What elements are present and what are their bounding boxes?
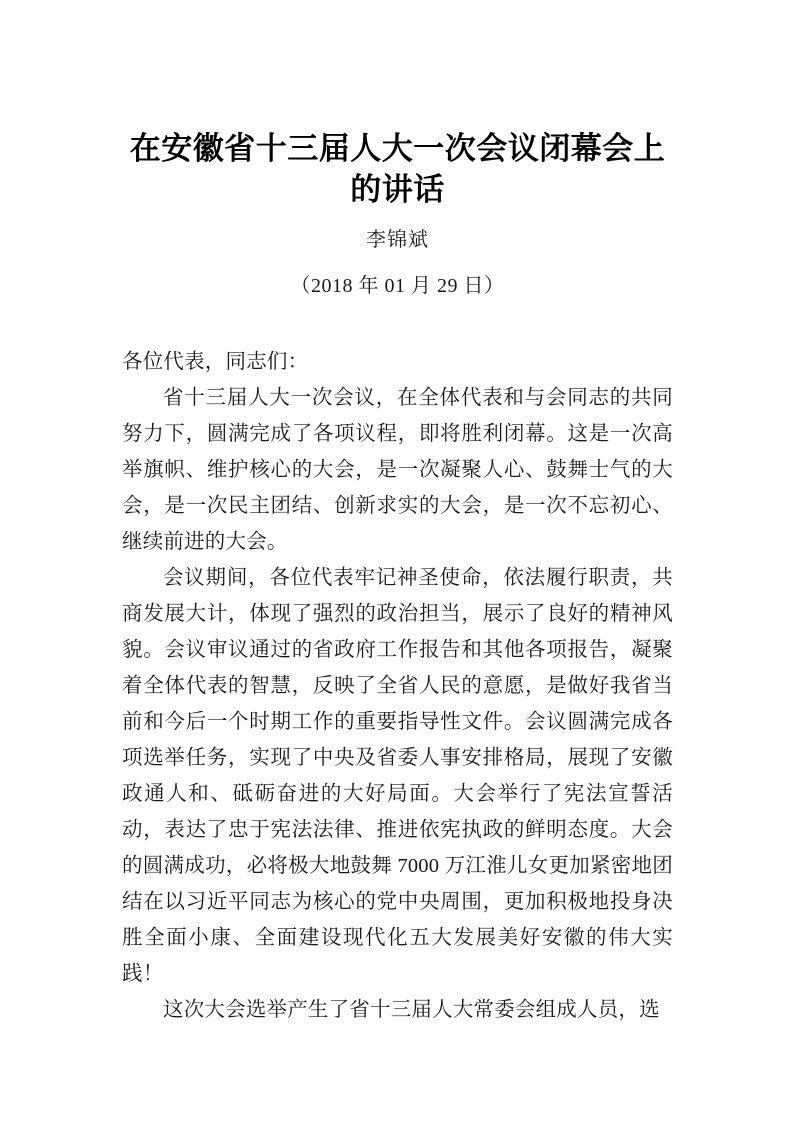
paragraph-body: 会议期间，各位代表牢记神圣使命，依法履行职责，共商发展大计，体现了强烈的政治担当，展示了良好的精神风貌。会议审议通过的省政府工作报告和其他各项报告，凝聚着全体代表的智慧，反映了全省人民的意愿，是做好我省当前和今后一个时期工作的重要指导性文件。会议圆满完成各项选举任务，实现了中央及省委人事安排格局，展现了安徽政通人和、砥砺奋进的大好局面。大会举行了宪法宣誓活动，表达了忠于宪法法律、推进依宪执政的鲜明态度。大会的圆满成功，必将极大地鼓舞 7000 万江淮儿女更加紧密地团结在以习近平同志为核心的党中央周围，更加积极地投身决胜全面小康、全面建设现代化五大发展美好安徽的伟大实践！ — [122, 567, 673, 985]
paragraph-body: 这次大会选举产生了省十三届人大常委会组成人员，选 — [163, 999, 660, 1021]
document-content — [122, 0, 673, 1028]
paragraph-salutation: 各位代表，同志们： — [122, 351, 309, 373]
document-date: （2018 年 01 月 29 日） — [290, 275, 505, 297]
document-author: 李锦斌 — [366, 229, 429, 251]
document-body — [122, 300, 673, 1028]
document-title: 在安徽省十三届人大一次会议闭幕会上的讲话 — [129, 131, 666, 207]
paragraph-body: 省十三届人大一次会议，在全体代表和与会同志的共同努力下，圆满完成了各项议程，即将胜利闭幕。这是一次高举旗帜、维护核心的大会，是一次凝聚人心、鼓舞士气的大会，是一次民主团结、创新求实的大会，是一次不忘初心、继续前进的大会。 — [122, 387, 673, 553]
